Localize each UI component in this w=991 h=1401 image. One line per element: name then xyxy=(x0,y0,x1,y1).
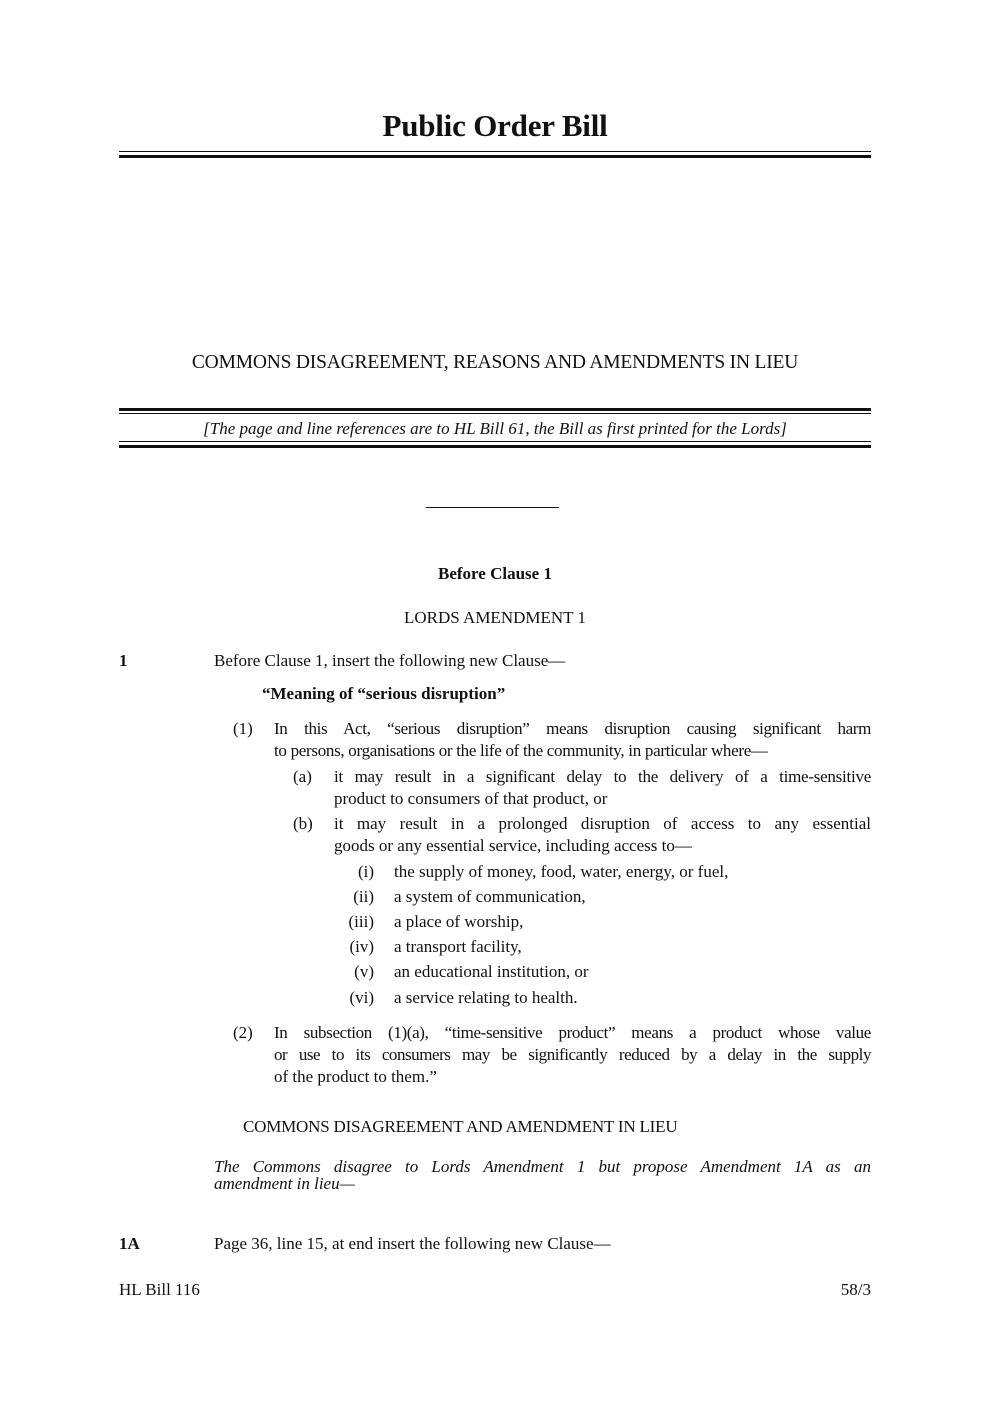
footer-print-reference: 58/3 xyxy=(840,1280,871,1299)
ref-rule-top-thin xyxy=(119,413,871,414)
amendment-number: 1A xyxy=(119,1234,140,1253)
commons-statement-line: The Commons disagree to Lords Amendment 1 but propose Amendment 1A as an xyxy=(214,1157,871,1176)
document-title: Public Order Bill xyxy=(382,108,608,143)
paragraph-label: (b) xyxy=(293,814,313,833)
commons-statement-line: amendment in lieu— xyxy=(214,1174,355,1193)
commons-heading: COMMONS DISAGREEMENT AND AMENDMENT IN LIEU xyxy=(243,1117,678,1136)
subsection-text-line: or use to its consumers may be significantly reduced by a delay in the supply xyxy=(274,1045,871,1064)
subparagraph-label: (iv) xyxy=(349,937,374,956)
title-rule-thick xyxy=(119,155,871,158)
ref-rule-bottom-thick xyxy=(119,445,871,448)
subparagraph-text: a transport facility, xyxy=(394,937,522,956)
paragraph-text-line: product to consumers of that product, or xyxy=(334,789,608,808)
lords-amendment-heading: LORDS AMENDMENT 1 xyxy=(404,608,586,627)
subparagraph-label: (ii) xyxy=(353,887,374,906)
reference-note: [The page and line references are to HL Bill 61, the Bill as first printed for the Lords] xyxy=(203,419,787,438)
subparagraph-text: a system of communication, xyxy=(394,887,586,906)
document-subtitle: COMMONS DISAGREEMENT, REASONS AND AMENDMENTS IN LIEU xyxy=(191,352,799,373)
subparagraph-text: a service relating to health. xyxy=(394,988,578,1007)
ref-rule-bottom-thin xyxy=(119,441,871,442)
section-heading: Before Clause 1 xyxy=(438,564,552,583)
subsection-text-line: In subsection (1)(a), “time-sensitive product” means a product whose value xyxy=(274,1023,871,1042)
subparagraph-text: an educational institution, or xyxy=(394,962,589,981)
ref-rule-top-thick xyxy=(119,408,871,411)
paragraph-label: (a) xyxy=(293,767,312,786)
amendment-instruction: Page 36, line 15, at end insert the following new Clause— xyxy=(214,1234,611,1253)
subparagraph-text: a place of worship, xyxy=(394,912,524,931)
subsection-label: (2) xyxy=(233,1023,253,1042)
amendment-number: 1 xyxy=(119,651,128,670)
subparagraph-label: (iii) xyxy=(348,912,374,931)
section-separator xyxy=(426,507,559,508)
subparagraph-label: (vi) xyxy=(349,988,374,1007)
subsection-text-line: to persons, organisations or the life of the community, in particular where— xyxy=(274,741,768,760)
subparagraph-text: the supply of money, food, water, energy, or fuel, xyxy=(394,862,729,881)
title-rule-thin xyxy=(119,151,871,152)
subsection-text-line: of the product to them.” xyxy=(274,1067,437,1086)
paragraph-text-line: goods or any essential service, including access to— xyxy=(334,836,692,855)
subparagraph-label: (v) xyxy=(354,962,374,981)
subparagraph-label: (i) xyxy=(357,862,374,881)
subsection-text-line: In this Act, “serious disruption” means disruption causing significant harm xyxy=(274,719,871,738)
paragraph-text-line: it may result in a prolonged disruption of access to any essential xyxy=(334,814,871,833)
amendment-instruction: Before Clause 1, insert the following new Clause— xyxy=(214,651,566,670)
paragraph-text-line: it may result in a significant delay to the delivery of a time-sensitive xyxy=(334,767,871,786)
clause-title: “Meaning of “serious disruption” xyxy=(262,684,506,703)
footer-bill-number: HL Bill 116 xyxy=(119,1280,200,1299)
subsection-label: (1) xyxy=(233,719,253,738)
